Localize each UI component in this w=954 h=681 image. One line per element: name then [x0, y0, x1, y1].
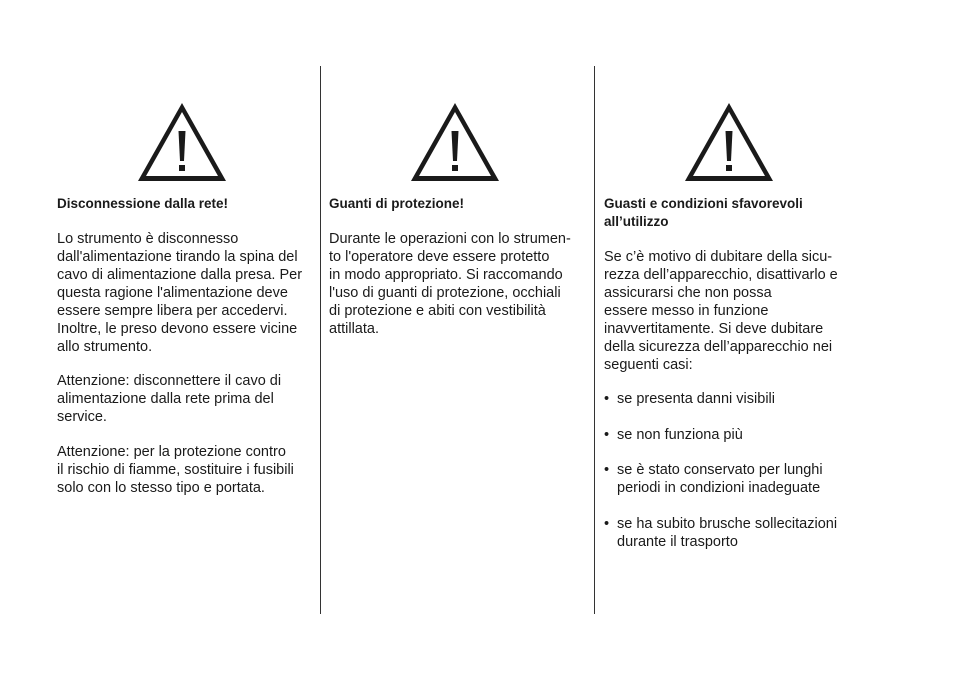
warning-triangle-icon [409, 101, 501, 183]
section-heading: Guasti e condizioni sfavorevoli all’utilizzo [604, 196, 803, 229]
column-divider [594, 66, 595, 614]
paragraph: Attenzione: per la protezione contro il rischio di fiamme, sostituire i fusibili solo con lo stesso tipo e portata. [57, 444, 294, 496]
bullet-icon: • [604, 462, 610, 478]
paragraph: Se c’è motivo di dubitare della sicu- rezza dell’apparecchio, disattivarlo e assicurarsi che non possa essere messo in funzione inavvertitamente. Si deve dubitare della sicurezza dell’apparecchio nei seguenti casi: [604, 249, 838, 373]
list-item: • se non funziona più [604, 427, 743, 443]
warning-triangle-icon [136, 101, 228, 183]
list-item: • se ha subito brusche sollecitazioni durante il trasporto [604, 516, 838, 550]
paragraph: Lo strumento è disconnesso dall'alimentazione tirando la spina del cavo di alimentazione dalla presa. Per questa ragione l'alimentazione deve essere sempre libera per accedervi. Inoltre, le preso devono essere vicine allo strumento. [57, 231, 303, 355]
paragraph: Attenzione: disconnettere il cavo di alimentazione dalla rete prima del service. [57, 373, 282, 425]
column-divider [320, 66, 321, 614]
paragraph: Durante le operazioni con lo strumen- to l'operatore deve essere protetto in modo appropriato. Si raccomando l'uso di guanti di protezione, occhiali di protezione e abiti con vestibilità attillata. [329, 231, 571, 337]
bullet-icon: • [604, 427, 610, 443]
warning-triangle-icon [683, 101, 775, 183]
section-heading: Guanti di protezione! [329, 196, 464, 211]
section-heading: Disconnessione dalla rete! [57, 196, 229, 211]
bullet-icon: • [604, 391, 610, 407]
list-item: • se è stato conservato per lunghi periodi in condizioni inadeguate [604, 462, 823, 496]
bullet-icon: • [604, 516, 610, 532]
list-item: • se presenta danni visibili [604, 391, 775, 407]
